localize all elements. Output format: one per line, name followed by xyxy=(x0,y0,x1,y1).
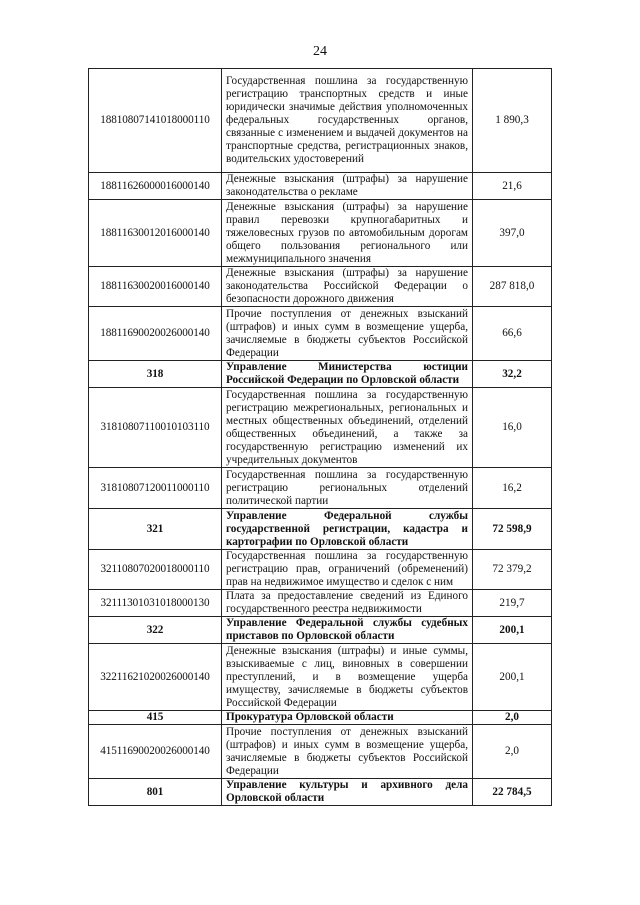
row-amount: 66,6 xyxy=(473,307,552,361)
row-description: Прочие поступления от денежных взысканий (штрафов) и иных сумм в возмещение ущерба, зачисляемые в бюджеты субъектов Российской Федерации xyxy=(222,725,473,779)
row-amount: 72 379,2 xyxy=(473,550,552,590)
row-description: Управление культуры и архивного дела Орловской области xyxy=(222,779,473,806)
row-code: 32111301031018000130 xyxy=(89,590,222,617)
page-number: 24 xyxy=(313,44,327,59)
table-row xyxy=(89,644,552,711)
table-row xyxy=(89,267,552,307)
table-row-header xyxy=(89,509,552,550)
table-row xyxy=(89,307,552,361)
row-amount: 397,0 xyxy=(473,200,552,267)
table-row xyxy=(89,550,552,590)
table-row xyxy=(89,200,552,267)
row-description: Прокуратура Орловской области xyxy=(222,711,473,725)
row-code: 41511690020026000140 xyxy=(89,725,222,779)
row-description: Денежные взыскания (штрафы) за нарушение законодательства Российской Федерации о безопасности дорожного движения xyxy=(222,267,473,307)
row-code: 415 xyxy=(89,711,222,725)
row-description: Государственная пошлина за государственную регистрацию транспортных средств и иные юридически значимые действия уполномоченных федеральных государственных органов, связанные с изменением и выдачей документов на транспортные средства, регистрационных знаков, водительских удостоверений xyxy=(222,69,473,173)
row-description: Управление Министерства юстиции Российской Федерации по Орловской области xyxy=(222,361,473,388)
row-code: 318 xyxy=(89,361,222,388)
row-description: Денежные взыскания (штрафы) и иные суммы, взыскиваемые с лиц, виновных в совершении преступлений, и в возмещение ущерба имуществу, зачисляемые в бюджеты субъектов Российской Федерации xyxy=(222,644,473,711)
table-row xyxy=(89,388,552,468)
row-description: Плата за предоставление сведений из Единого государственного реестра недвижимости xyxy=(222,590,473,617)
row-description: Прочие поступления от денежных взысканий (штрафов) и иных сумм в возмещение ущерба, зачисляемые в бюджеты субъектов Российской Федерации xyxy=(222,307,473,361)
row-code: 32211621020026000140 xyxy=(89,644,222,711)
row-amount: 16,0 xyxy=(473,388,552,468)
revenue-table xyxy=(88,68,552,806)
row-description: Государственная пошлина за государственную регистрацию межрегиональных, региональных и местных общественных объединений, отделений общественных объединений, а также за государственную регистрацию изменений их учредительных документов xyxy=(222,388,473,468)
row-code: 322 xyxy=(89,617,222,644)
table-row xyxy=(89,725,552,779)
row-code: 18811690020026000140 xyxy=(89,307,222,361)
table-row xyxy=(89,468,552,509)
row-code: 801 xyxy=(89,779,222,806)
table-row-header xyxy=(89,711,552,725)
row-amount: 287 818,0 xyxy=(473,267,552,307)
row-description: Денежные взыскания (штрафы) за нарушение законодательства о рекламе xyxy=(222,173,473,200)
row-description: Государственная пошлина за государственную регистрацию региональных отделений политической партии xyxy=(222,468,473,509)
table-row xyxy=(89,69,552,173)
row-code: 32110807020018000110 xyxy=(89,550,222,590)
row-code: 18811626000016000140 xyxy=(89,173,222,200)
row-amount: 200,1 xyxy=(473,644,552,711)
row-description: Государственная пошлина за государственную регистрацию прав, ограничений (обременений) прав на недвижимое имущество и сделок с ним xyxy=(222,550,473,590)
row-description: Денежные взыскания (штрафы) за нарушение правил перевозки крупногабаритных и тяжеловесных грузов по автомобильным дорогам общего пользования регионального или межмуниципального значения xyxy=(222,200,473,267)
table-row xyxy=(89,173,552,200)
row-amount: 72 598,9 xyxy=(473,509,552,550)
row-description: Управление Федеральной службы государственной регистрации, кадастра и картографии по Орловской области xyxy=(222,509,473,550)
row-code: 31810807120011000110 xyxy=(89,468,222,509)
row-amount: 22 784,5 xyxy=(473,779,552,806)
row-amount: 2,0 xyxy=(473,711,552,725)
table-row-header xyxy=(89,779,552,806)
row-amount: 32,2 xyxy=(473,361,552,388)
row-code: 18811630020016000140 xyxy=(89,267,222,307)
table-row-header xyxy=(89,361,552,388)
row-amount: 1 890,3 xyxy=(473,69,552,173)
row-amount: 2,0 xyxy=(473,725,552,779)
row-code: 18810807141018000110 xyxy=(89,69,222,173)
row-code: 18811630012016000140 xyxy=(89,200,222,267)
row-amount: 200,1 xyxy=(473,617,552,644)
revenue-table-body xyxy=(89,69,552,806)
table-row-header xyxy=(89,617,552,644)
row-amount: 219,7 xyxy=(473,590,552,617)
row-code: 321 xyxy=(89,509,222,550)
row-description: Управление Федеральной службы судебных приставов по Орловской области xyxy=(222,617,473,644)
row-code: 31810807110010103110 xyxy=(89,388,222,468)
row-amount: 16,2 xyxy=(473,468,552,509)
row-amount: 21,6 xyxy=(473,173,552,200)
table-row xyxy=(89,590,552,617)
